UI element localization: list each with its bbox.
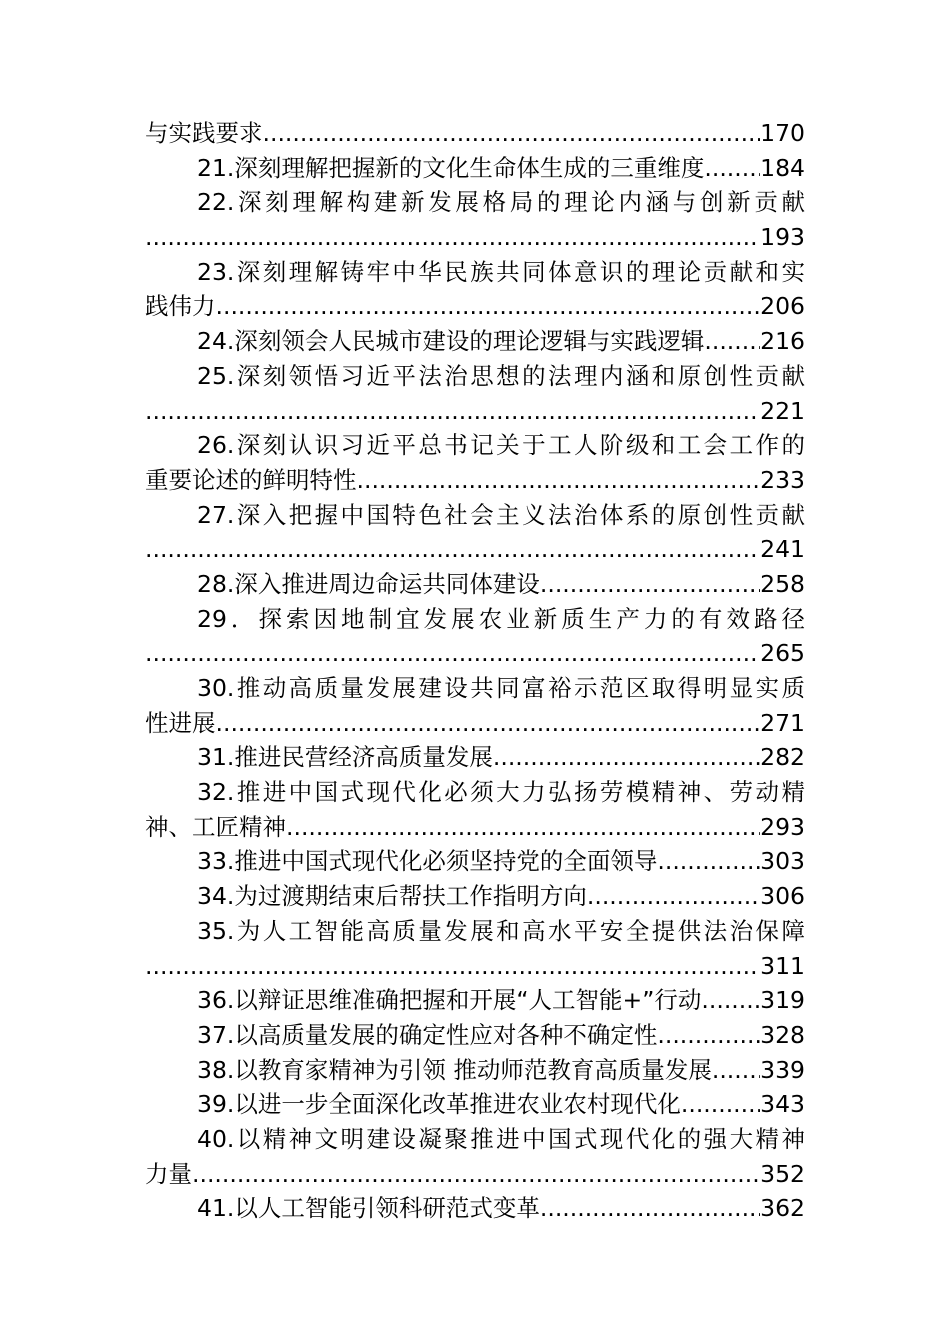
toc-entry-title: 30.推动高质量发展建设共同富裕示范区取得明显实质 <box>197 674 805 702</box>
toc-leader-dots <box>145 532 760 567</box>
toc-entry-continuation[interactable] <box>145 289 805 324</box>
toc-entry[interactable] <box>145 151 805 186</box>
toc-entry[interactable] <box>145 1122 805 1157</box>
toc-entry[interactable] <box>145 1018 805 1053</box>
toc-entry[interactable] <box>145 740 805 775</box>
toc-leader-dots <box>145 394 760 429</box>
toc-entry-title: 37.以高质量发展的确定性应对各种不确定性 <box>197 1020 658 1049</box>
toc-entry[interactable] <box>145 844 805 879</box>
toc-leader-dots <box>540 567 760 602</box>
toc-entry[interactable] <box>145 185 805 220</box>
toc-entry[interactable] <box>145 983 805 1018</box>
toc-entry[interactable] <box>145 1053 805 1088</box>
toc-entry[interactable] <box>145 324 805 359</box>
toc-page-number: 311 <box>760 951 805 980</box>
toc-entry-title: 21.深刻理解把握新的文化生命体生成的三重维度 <box>197 153 705 182</box>
toc-entry-title: 23.深刻理解铸牢中华民族共同体意识的理论贡献和实 <box>197 257 805 286</box>
toc-entry-title: 39.以进一步全面深化改革推进农业农村现代化 <box>197 1090 681 1119</box>
toc-leader-dots <box>216 289 761 324</box>
toc-entry[interactable] <box>145 498 805 533</box>
toc-entry[interactable] <box>145 879 805 914</box>
table-of-contents <box>145 116 805 1226</box>
toc-entry-continuation[interactable] <box>145 220 805 255</box>
toc-entry-title: 27.深入把握中国特色社会主义法治体系的原创性贡献 <box>197 500 805 529</box>
toc-entry-title: 力量 <box>145 1159 192 1188</box>
toc-entry-title: 24.深刻领会人民城市建设的理论逻辑与实践逻辑 <box>197 327 705 356</box>
toc-entry[interactable] <box>145 914 805 949</box>
toc-page-number: 293 <box>760 812 805 841</box>
toc-page-number: 362 <box>760 1194 805 1223</box>
toc-entry-title: 33.推进中国式现代化必须坚持党的全面领导 <box>197 847 658 876</box>
toc-entry[interactable] <box>145 671 805 706</box>
toc-entry-title: 践伟力 <box>145 292 216 321</box>
toc-leader-dots <box>712 1053 760 1088</box>
toc-page-number: 328 <box>760 1020 805 1049</box>
toc-leader-dots <box>540 1191 760 1226</box>
toc-entry-title: 35.为人工智能高质量发展和高水平安全提供法治保障 <box>197 916 805 945</box>
toc-entry-title: 22.深刻理解构建新发展格局的理论内涵与创新贡献 <box>197 188 805 217</box>
toc-leader-dots <box>145 220 760 255</box>
toc-page-number: 343 <box>760 1090 805 1119</box>
toc-page-number: 233 <box>760 465 805 494</box>
toc-entry[interactable] <box>145 255 805 290</box>
toc-leader-dots <box>657 844 760 879</box>
toc-entry-continuation[interactable] <box>145 810 805 845</box>
toc-page-number: 282 <box>760 743 805 772</box>
toc-leader-dots <box>493 740 760 775</box>
toc-page-number: 184 <box>760 153 805 182</box>
toc-entry[interactable] <box>145 116 805 151</box>
toc-page-number: 216 <box>760 327 805 356</box>
toc-entry-continuation[interactable] <box>145 463 805 498</box>
toc-entry[interactable] <box>145 428 805 463</box>
toc-entry-title: 34.为过渡期结束后帮扶工作指明方向 <box>197 882 587 911</box>
toc-leader-dots <box>192 1157 760 1192</box>
toc-entry[interactable] <box>145 775 805 810</box>
toc-leader-dots <box>286 810 760 845</box>
toc-leader-dots <box>701 983 760 1018</box>
toc-page-number: 258 <box>760 569 805 598</box>
toc-leader-dots <box>681 1087 760 1122</box>
toc-leader-dots <box>145 636 760 671</box>
toc-entry-continuation[interactable] <box>145 949 805 984</box>
toc-page-number: 265 <box>760 639 805 668</box>
toc-page-number: 319 <box>760 986 805 1015</box>
toc-leader-dots <box>587 879 760 914</box>
toc-entry-title: 41.以人工智能引领科研范式变革 <box>197 1194 540 1223</box>
toc-entry-title: 25.深刻领悟习近平法治思想的法理内涵和原创性贡献 <box>197 361 805 390</box>
toc-page-number: 352 <box>760 1159 805 1188</box>
toc-entry-title: 32.推进中国式现代化必须大力弘扬劳模精神、劳动精 <box>197 778 805 807</box>
toc-page-number: 303 <box>760 847 805 876</box>
toc-page-number: 271 <box>760 708 805 737</box>
toc-entry[interactable] <box>145 1191 805 1226</box>
toc-entry-title: 31.推进民营经济高质量发展 <box>197 743 493 772</box>
toc-entry[interactable] <box>145 567 805 602</box>
toc-entry-title: 28.深入推进周边命运共同体建设 <box>197 569 540 598</box>
toc-leader-dots <box>357 463 761 498</box>
toc-entry-continuation[interactable] <box>145 394 805 429</box>
toc-page-number: 206 <box>760 292 805 321</box>
toc-leader-dots <box>704 151 760 186</box>
toc-entry[interactable] <box>145 1087 805 1122</box>
toc-page-number: 339 <box>760 1055 805 1084</box>
toc-entry-title: 26.深刻认识习近平总书记关于工人阶级和工会工作的 <box>197 431 805 460</box>
toc-entry-title: 36.以辩证思维准确把握和开展“人工智能+”行动 <box>197 986 702 1015</box>
toc-page-number: 170 <box>760 119 805 147</box>
toc-leader-dots <box>657 1018 760 1053</box>
toc-entry-title: 神、工匠精神 <box>145 812 286 841</box>
toc-entry-title: 29．探索因地制宜发展农业新质生产力的有效路径 <box>197 604 805 633</box>
toc-page-number: 193 <box>760 223 805 252</box>
toc-entry-continuation[interactable] <box>145 636 805 671</box>
toc-entry-title: 重要论述的鲜明特性 <box>145 465 357 494</box>
toc-entry[interactable] <box>145 602 805 637</box>
toc-entry-title: 40.以精神文明建设凝聚推进中国式现代化的强大精神 <box>197 1124 805 1153</box>
toc-entry-title: 38.以教育家精神为引领 推动师范教育高质量发展 <box>197 1055 712 1084</box>
toc-page-number: 306 <box>760 882 805 911</box>
toc-leader-dots <box>704 324 760 359</box>
toc-entry-continuation[interactable] <box>145 1157 805 1192</box>
toc-entry-title: 与实践要求 <box>145 119 263 147</box>
toc-leader-dots <box>263 116 761 151</box>
toc-page-number: 241 <box>760 535 805 564</box>
toc-entry-continuation[interactable] <box>145 532 805 567</box>
toc-entry-continuation[interactable] <box>145 706 805 741</box>
toc-leader-dots <box>216 706 761 741</box>
toc-leader-dots <box>145 949 760 984</box>
toc-page-number: 221 <box>760 396 805 425</box>
toc-entry[interactable] <box>145 359 805 394</box>
toc-entry-title: 性进展 <box>145 708 216 737</box>
